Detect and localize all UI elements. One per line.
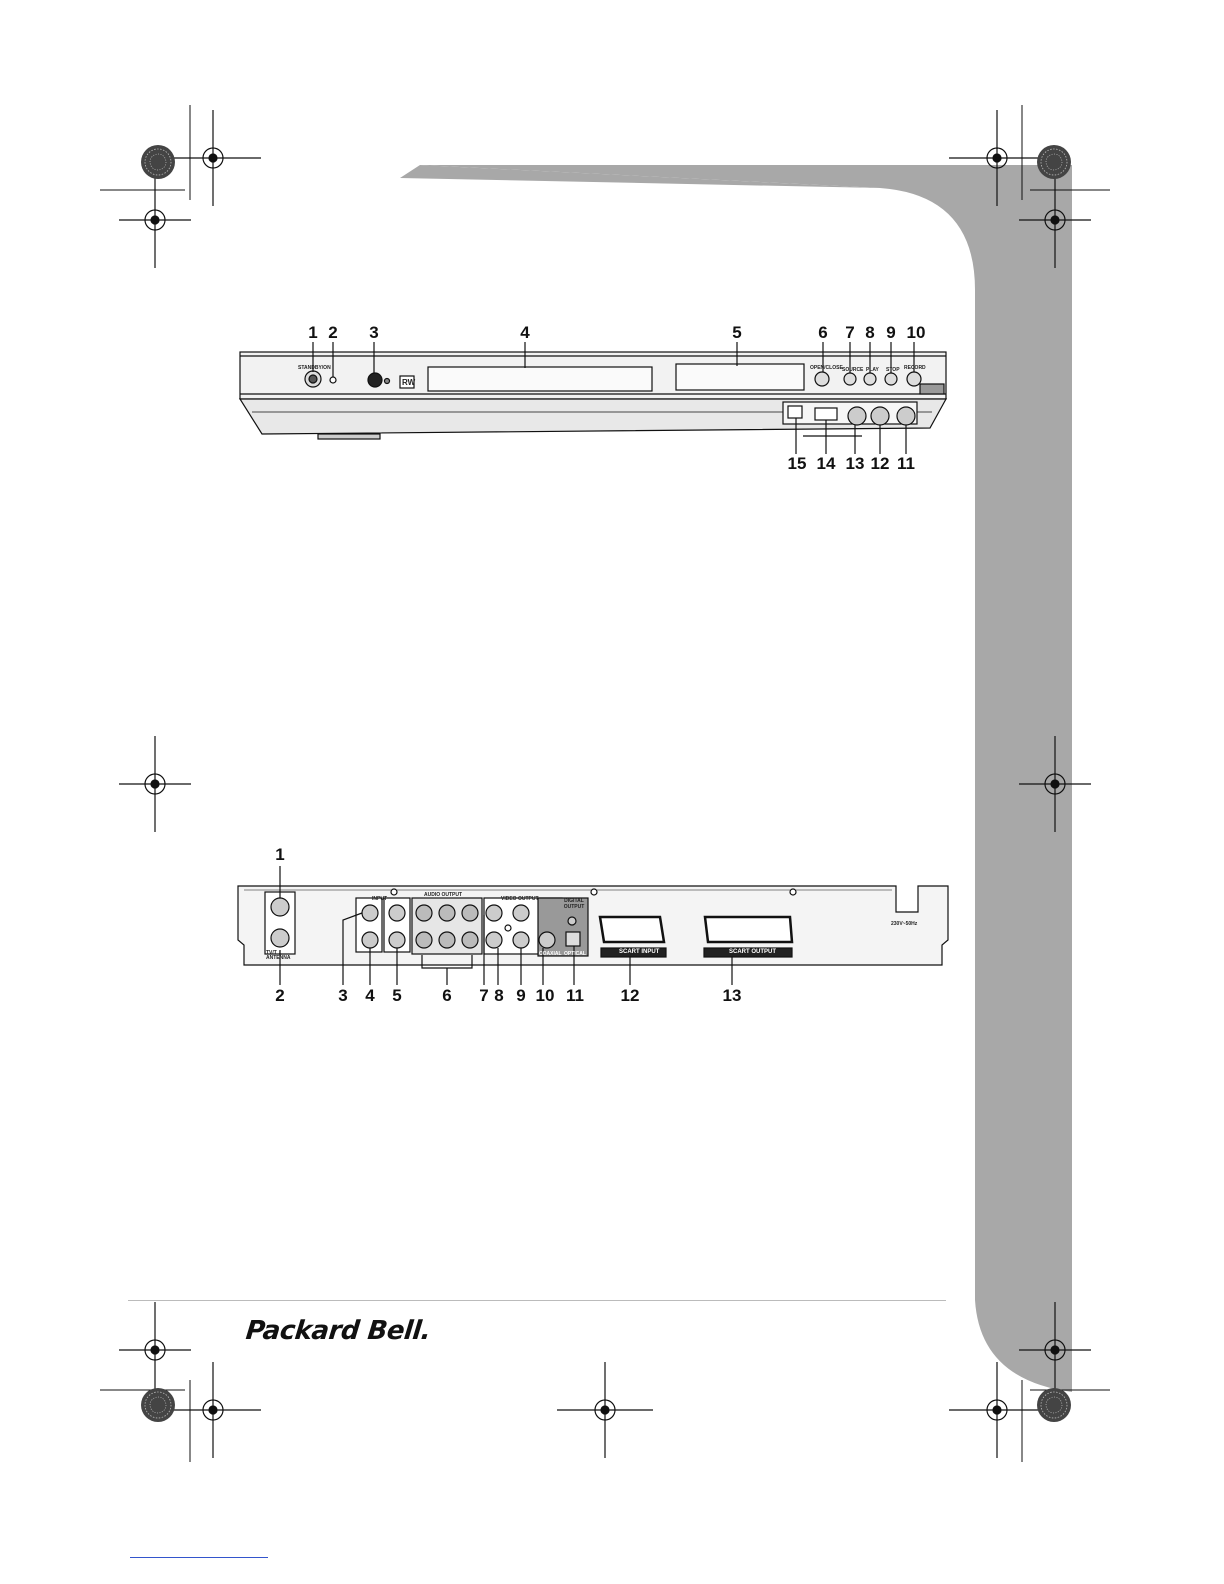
rear-callout-7: 7 — [479, 986, 489, 1005]
front-callout-12: 12 — [870, 454, 890, 473]
scart-input-label: SCART INPUT — [619, 949, 660, 955]
rear-callout-12: 12 — [620, 986, 640, 1005]
rear-callout-10: 10 — [535, 986, 555, 1005]
rear-callout-1: 1 — [275, 845, 285, 864]
play-label: PLAY — [866, 367, 879, 373]
rear-callout-2: 2 — [275, 986, 285, 1005]
front-callout-5: 5 — [732, 323, 742, 342]
front-callout-6: 6 — [818, 323, 828, 342]
scart-output-label: SCART OUTPUT — [729, 949, 776, 955]
rear-callout-9: 9 — [516, 986, 526, 1005]
rear-callout-11: 11 — [566, 986, 584, 1005]
rw-logo: RW — [402, 378, 416, 387]
packard-bell-logo: Packard Bell. — [244, 1316, 432, 1346]
front-callout-15: 15 — [787, 454, 807, 473]
front-callout-13: 13 — [845, 454, 865, 473]
digital-output-label: DIGITAL OUTPUT — [563, 898, 585, 910]
front-callout-4: 4 — [520, 323, 530, 342]
source-label: SOURCE — [842, 367, 864, 373]
front-callout-2: 2 — [328, 323, 338, 342]
power-label: 230V~50Hz — [891, 921, 918, 927]
standby-label: STANDBY/ON — [298, 365, 331, 371]
rear-callout-13: 13 — [722, 986, 742, 1005]
rear-callout-4: 4 — [365, 986, 375, 1005]
front-callout-10: 10 — [906, 323, 926, 342]
rear-callout-3: 3 — [338, 986, 348, 1005]
coaxial-label: COAXIAL — [539, 951, 562, 957]
rear-callout-5: 5 — [392, 986, 402, 1005]
front-callout-7: 7 — [845, 323, 855, 342]
front-callout-11: 11 — [897, 454, 915, 473]
front-callout-3: 3 — [369, 323, 379, 342]
record-label: RECORD — [904, 365, 926, 371]
front-callout-1: 1 — [308, 323, 318, 342]
rear-callout-8: 8 — [494, 986, 504, 1005]
front-callout-8: 8 — [865, 323, 875, 342]
video-output-label: VIDEO OUTPUT — [501, 896, 539, 902]
front-callout-14: 14 — [816, 454, 836, 473]
front-callout-9: 9 — [886, 323, 896, 342]
audio-output-label: AUDIO OUTPUT — [424, 892, 463, 898]
rear-callout-6: 6 — [442, 986, 452, 1005]
antenna-label: TV/T ↓ ANTENNA — [266, 950, 291, 961]
footer-link-underline — [130, 1557, 268, 1558]
input-label: INPUT — [372, 896, 387, 902]
optical-label: OPTICAL — [564, 951, 586, 957]
open-close-label: OPEN/CLOSE — [810, 365, 843, 371]
stop-label: STOP — [886, 367, 900, 373]
footer-rule — [128, 1300, 946, 1301]
